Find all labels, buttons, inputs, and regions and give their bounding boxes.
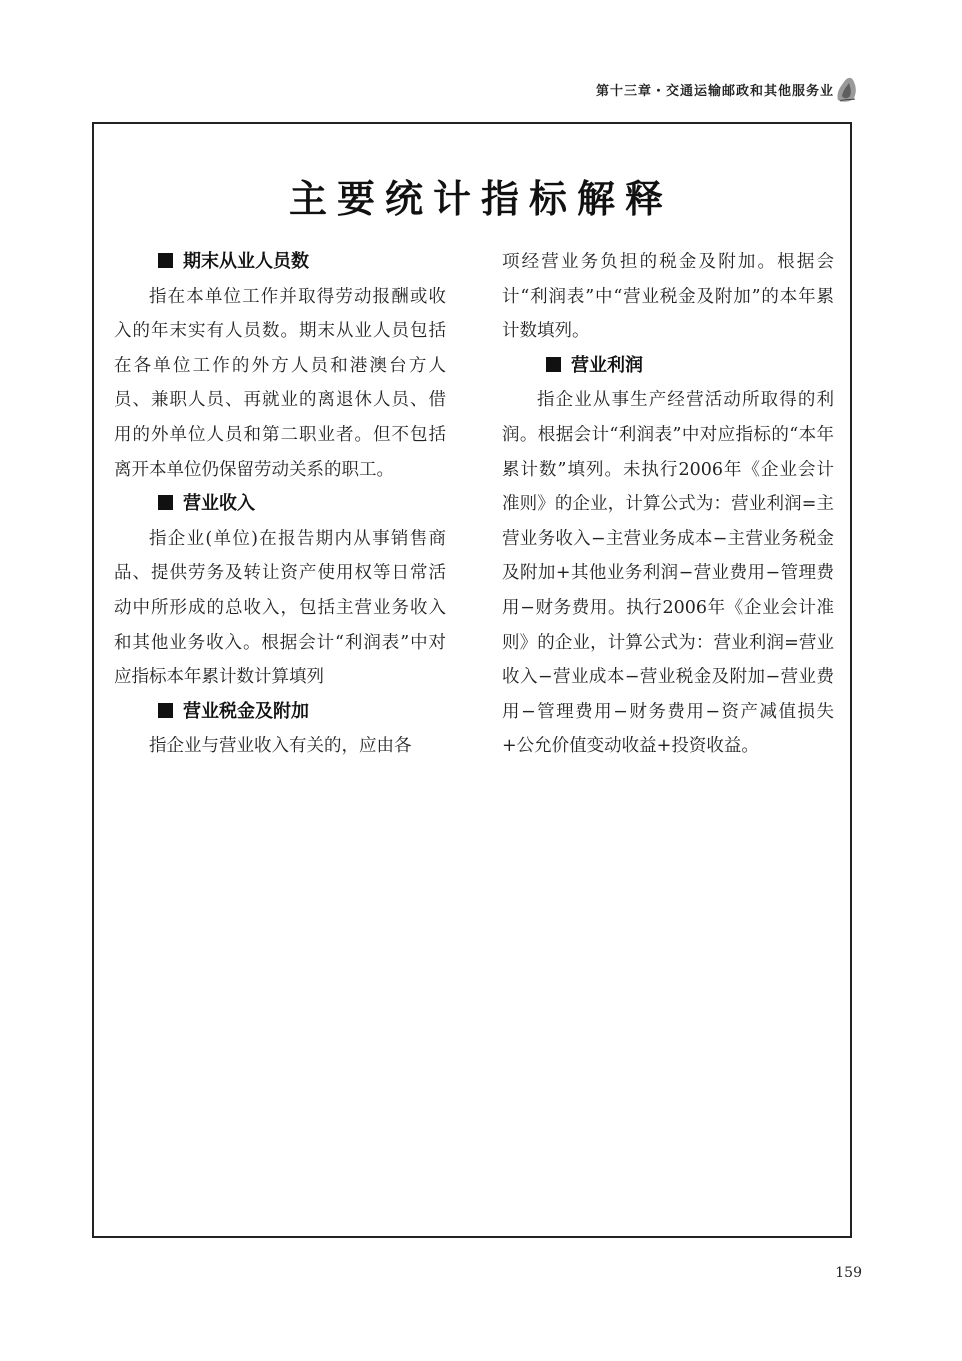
section-body-revenue: 指企业(单位)在报告期内从事销售商品、提供劳务及转让资产使用权等日常活动中所形成的总收入，包括主营业务收入和其他业务收入。根据会计“利润表”中对应指标本年累计数计算填列	[114, 528, 446, 688]
left-column	[114, 245, 446, 764]
page-title: 主要统计指标解释	[288, 176, 673, 221]
section-body-taxes-start: 指企业与营业收入有关的，应由各	[149, 736, 412, 757]
section-heading-label: 营业税金及附加	[183, 700, 309, 722]
square-bullet-icon	[158, 253, 173, 268]
running-head: 第十三章・交通运输邮政和其他服务业	[595, 84, 834, 99]
section-heading-label: 期末从业人员数	[183, 251, 309, 272]
right-column	[502, 245, 834, 764]
square-bullet-icon	[158, 703, 173, 718]
page-number: 159	[835, 1265, 862, 1281]
section-body-taxes-continued: 项经营业务负担的税金及附加。根据会计“利润表”中“营业税金及附加”的本年累计数填列。	[502, 252, 834, 342]
section-body-operating-profit: 指企业从事生产经营活动所取得的利润。根据会计“利润表”中对应指标的“本年累计数”填列。未执行2006年《企业会计准则》的企业，计算公式为：营业利润=主营业务收入−主营业务成本−主营业务税金及附加+其他业务利润−营业费用−管理费用−财务费用。执行2006年《企业会计准则》的企业，计算公式为：营业利润=营业收入−营业成本−营业税金及附加−营业费用−管理费用−财务费用−资产减值损失+公允价值变动收益+投资收益。	[502, 390, 834, 757]
section-heading-revenue	[114, 487, 446, 522]
section-heading-label: 营业收入	[183, 493, 255, 515]
section-heading-label: 营业利润	[571, 354, 643, 376]
section-heading-taxes	[114, 695, 446, 730]
square-bullet-icon	[546, 357, 561, 372]
section-heading-operating-profit	[502, 349, 834, 384]
ink-landscape-icon	[835, 74, 859, 104]
section-body-employees: 指在本单位工作并取得劳动报酬或收入的年末实有人员数。期末从业人员包括在各单位工作的外方人员和港澳台方人员、兼职人员、再就业的离退休人员、借用的外单位人员和第二职业者。但不包括离开本单位仍保留劳动关系的职工。	[114, 286, 446, 480]
square-bullet-icon	[158, 495, 173, 510]
section-heading-employees	[114, 245, 446, 280]
